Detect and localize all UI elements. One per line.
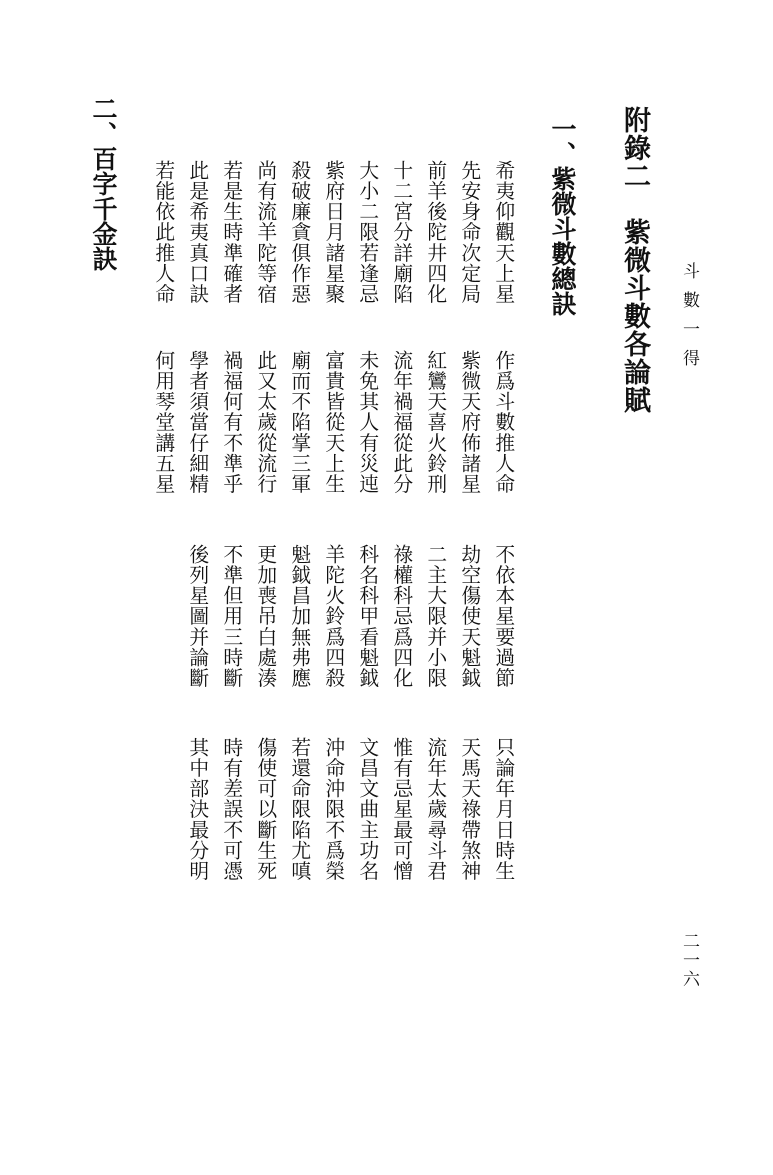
- verse-line: 文昌文曲主功名: [355, 737, 379, 882]
- verse-line: 若是生時準確者: [219, 160, 243, 305]
- verse-line: 不準但用三時斷: [219, 544, 243, 689]
- verse-line: 其中部決最分明: [185, 737, 209, 882]
- verse-line: 劫空傷使天魁鉞: [457, 544, 481, 689]
- verse-column: [323, 160, 345, 960]
- verse-line: 後列星圖并論斷: [185, 544, 209, 689]
- verse-column: [425, 160, 447, 960]
- verse-line: 二主大限并小限: [423, 544, 447, 689]
- verse-line: 此又太歲從流行: [253, 350, 277, 495]
- verse-line: 祿權科忌爲四化: [389, 544, 413, 689]
- verse-column: [493, 160, 515, 960]
- verse-line: 此是希夷真口訣: [185, 160, 209, 305]
- verse-column: [289, 160, 311, 960]
- verse-line: 沖命沖限不爲榮: [321, 737, 345, 882]
- page-number: 二一六: [679, 932, 699, 989]
- verse-line: 惟有忌星最可憎: [389, 737, 413, 882]
- verse-line: 希夷仰觀天上星: [491, 160, 515, 305]
- verse-line: 傷使可以斷生死: [253, 737, 277, 882]
- verse-column: [187, 160, 209, 960]
- verse-line: 流年禍福從此分: [389, 350, 413, 495]
- verse-line: 前羊後陀井四化: [423, 160, 447, 305]
- verse-line: 天馬天祿帶煞神: [457, 737, 481, 882]
- section1-heading: 一、紫微斗數總訣: [548, 116, 577, 316]
- verse-line: 不依本星要過節: [491, 544, 515, 689]
- verse-line: 何用琴堂講五星: [151, 350, 175, 495]
- verse-line: 紅鸞天喜火鈴刑: [423, 350, 447, 495]
- verse-line: 只論年月日時生: [491, 737, 515, 882]
- verse-line: 禍福何有不準乎: [219, 350, 243, 495]
- verse-line: 先安身命次定局: [457, 160, 481, 305]
- verse-column: [255, 160, 277, 960]
- verse-line: 流年太歲尋斗君: [423, 737, 447, 882]
- verse-line: 若還命限陷尤嗔: [287, 737, 311, 882]
- verse-column: [459, 160, 481, 960]
- verse-line: 十二宮分詳廟陷: [389, 160, 413, 305]
- verse-line: 殺破廉貪俱作惡: [287, 160, 311, 305]
- verse-column: [153, 160, 175, 960]
- verse-line: 更加喪吊白處湊: [253, 544, 277, 689]
- section2-heading: 二、百字千金訣: [89, 96, 118, 271]
- verse-line: 羊陀火鈴爲四殺: [321, 544, 345, 689]
- verse-line: 富貴皆從天上生: [321, 350, 345, 495]
- verse-line: 作爲斗數推人命: [491, 350, 515, 495]
- verse-line: 大小二限若逢忌: [355, 160, 379, 305]
- appendix-title: 附錄二 紫微斗數各論賦: [619, 106, 650, 414]
- verse-line: 未免其人有災迍: [355, 350, 379, 495]
- verse-line: 紫微天府佈諸星: [457, 350, 481, 495]
- verse-column: [391, 160, 413, 960]
- verse-line: 廟而不陷掌三軍: [287, 350, 311, 495]
- verse-column: [221, 160, 243, 960]
- verse-line: 科名科甲看魁鉞: [355, 544, 379, 689]
- verse-line: 紫府日月諸星聚: [321, 160, 345, 305]
- verse-column: [357, 160, 379, 960]
- verse-line: 學者須當仔細精: [185, 350, 209, 495]
- verse-line: 魁鉞昌加無弗應: [287, 544, 311, 689]
- verse-line: 若能依此推人命: [151, 160, 175, 305]
- running-header: 斗數一得: [679, 262, 699, 378]
- verse-line: 尚有流羊陀等宿: [253, 160, 277, 305]
- verse-line: 時有差誤不可憑: [219, 737, 243, 882]
